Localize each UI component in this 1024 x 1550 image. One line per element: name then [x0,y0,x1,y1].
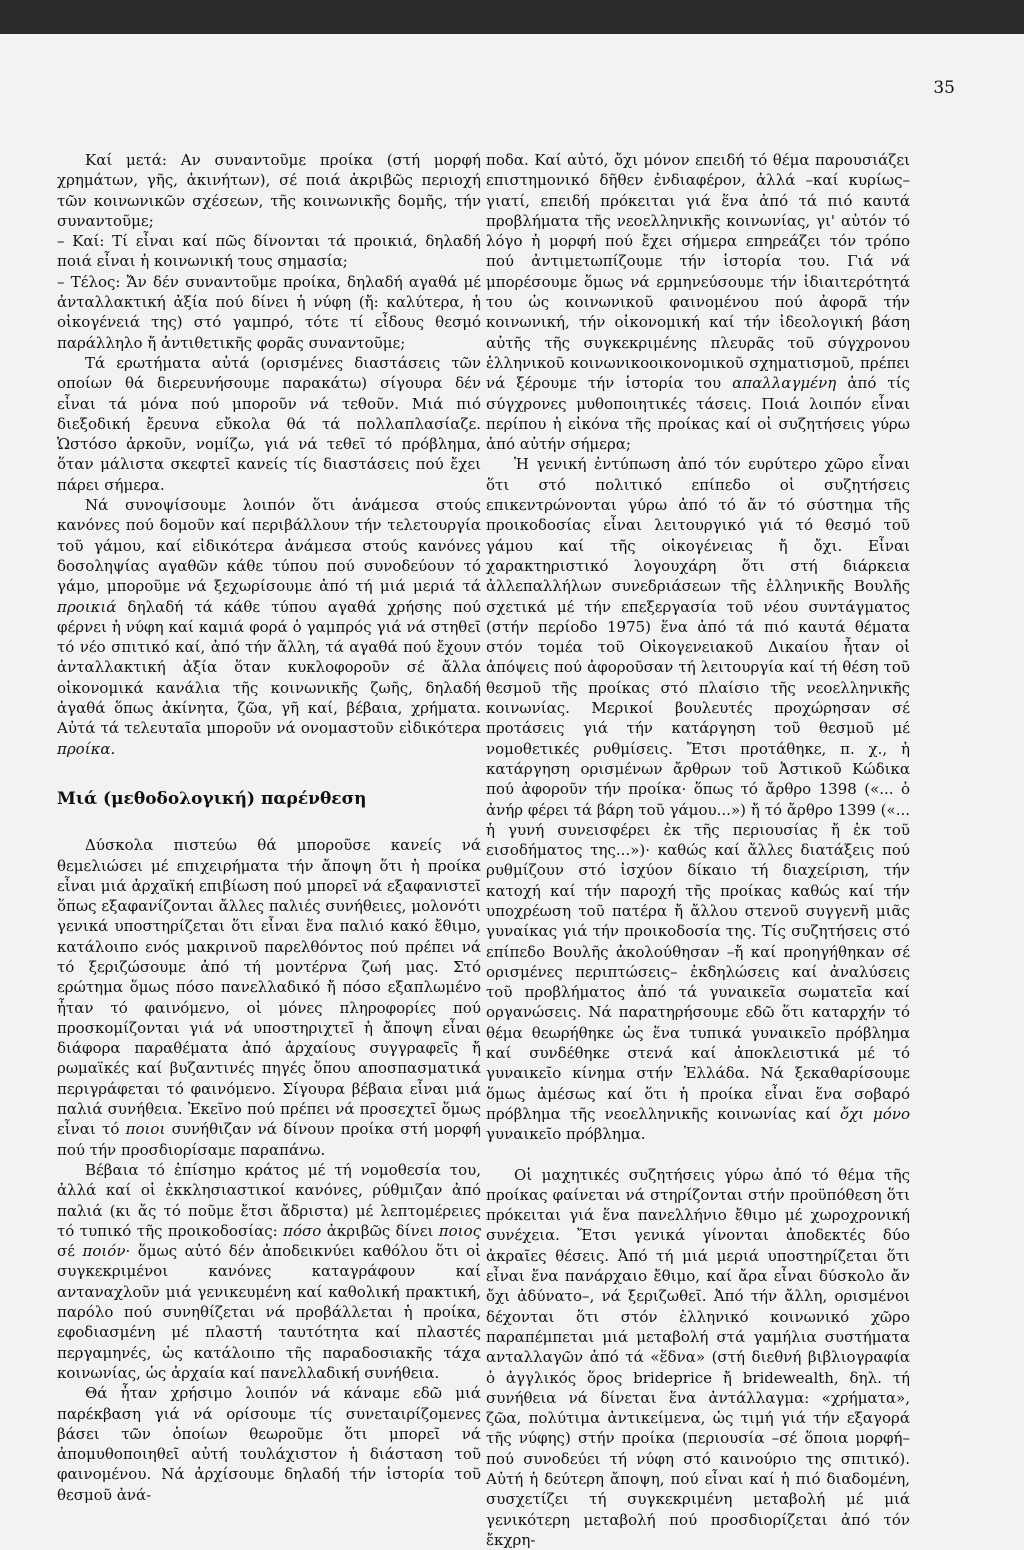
paragraph [57,495,481,759]
text-run: δηλαδή τά κάθε τύπου αγαθά χρήσης πού φέρνει ἡ νύφη καί καμιά φορά ὁ γαμπρός γιά νά στηθεῖ τό νέο σπιτικό καί, ἀπό τήν ἄλλη, τά αγαθά πού ἔχουν ἀνταλλακτική ἀξία ὅταν κυκλοφοροῦν σέ ἄλλα οἰκονομικά κανάλια τῆς κοινωνικῆς ζωῆς, δηλαδή ἀγαθά ὅπως ἀκίνητα, ζῶα, γῆ καί, βέβαια, χρήματα. Αὐτά τά τελευταῖα μποροῦν νά ονομαστοῦν εἰδικότερα [57,597,481,738]
emphasis: ποιος [438,1221,481,1240]
emphasis: απαλλαγμένη [732,374,837,393]
text-run: συνήθιζαν νά δίνουν προίκα στή μορφή πού τήν προσδιορίσαμε παραπάνω. [57,1120,481,1159]
emphasis: ὄχι μόνο [839,1104,910,1123]
emphasis: προίκα. [57,739,116,758]
paragraph [486,454,910,1144]
paragraph: Θά ἦταν χρήσιμο λοιπόν νά κάναμε εδῶ μιά παρέκβαση γιά νά ορίσουμε τίς συνεταιρίζομενες βάσει τῶν ὁποίων θεωροῦμε ὅτι μπορεῖ νά ἀπομυθοποιηθεῖ αὐτή τουλάχιστον ἡ διάσταση τοῦ φαινομένου. Νά ἀρχίσουμε δηλαδή τήν ἱστορία τοῦ θεσμοῦ ἀνά- [57,1384,481,1504]
text-run: σέ [57,1242,83,1261]
paragraph [486,150,910,454]
text-run: ποδα. Καί αὐτό, ὄχι μόνον επειδή τό θέμα παρουσιάζει επιστημονικό δῆθεν ἐνδιαφέρον, ἀλλά –καί κυρίως– γιατί, επειδή πρόκειται γιά ἕνα ἀπό τά πιό καυτά προβλήματα τῆς νεοελληνικῆς κοινωνίας, γι' αὐτόν τό λόγο ἡ μορφή πού ἔχει σήμερα επηρεάζει τόν τρόπο πού ἀντιμετωπίζουμε τήν ἱστορία του. Γιά νά μπορέσουμε ὅμως νά ερμηνεύσουμε τήν ἰδιαιτερότητά του ὡς κοινωνικοῦ φαινομένου πού ἀφορᾶ τήν κοινωνική, τήν οἰκονομική καί τήν ἰδεολογική βάση αὐτῆς τῆς συγκεκριμένης πλευρᾶς τοῦ σύγχρονου ἑλληνικοῦ κοινωνικοοικονομικοῦ σχηματισμοῦ, πρέπει νά ξέρουμε τήν ἱστορία του [486,151,910,393]
text-run: ἀκριβῶς δίνει [321,1221,439,1240]
right-column [486,150,910,1550]
text-run: Βέβαια τό ἐπίσημο κράτος μέ τή νομοθεσία του, ἀλλά καί οἱ ἐκκλησιαστικοί κανόνες, ρύθμιζαν ἀπό παλιά (κι ἄς τό ποῦμε ἔτσι ἄδριστα) μέ λεπτομέρειες τό τυπικό τῆς προικοδοσίας: [57,1160,481,1240]
text-run: ἀπό τίς σύγχρονες μυθοποιητικές τάσεις. Ποιά λοιπόν εἶναι περίπου ἡ εἰκόνα τῆς προίκας καί οἱ συζητήσεις γύρω ἀπό αὐτήν σήμερα; [486,374,910,454]
text-run: Δύσκολα πιστεύω θά μποροῦσε κανείς νά θεμελιώσει μέ επιχειρήματα τήν ἄποψη ὅτι ἡ προίκα εἶναι μιά ἀρχαϊκή επιβίωση πού μπορεῖ νά εξαφανιστεῖ ὅπως εξαφανίζονται ἄλλες παλιές συνήθειες, μολονότι γενικά υποστηρίζεται ὅτι εἶναι ἕνα παλιό κακό ἔθιμο, κατάλοιπο ενός μακρινοῦ παρελθόντος πού πρέπει νά τό ξεριζώσουμε ἀπό τή μοντέρνα ζωή μας. Στό ερώτημα ὅμως πόσο πανελλαδικό ἤ πόσο εξαπλωμένο ἦταν τό φαινόμενο, οἱ μόνες πληροφορίες πού προσκομίζονται γιά νά υποστηριχτεῖ ἡ ἄποψη εἶναι διάφορα παραθέματα ἀπό ἀρχαίους συγγραφεῖς ἤ ρωμαϊκές καί βυζαντινές πηγές ὅπου αποσπασματικά περιγράφεται τό φαινόμενο. Σίγουρα βέβαια εἶναι μιά παλιά συνήθεια. Ἐκεῖνο πού πρέπει νά προσεχτεῖ ὅμως εἶναι τό [57,836,481,1139]
paragraph: Τά ερωτήματα αὐτά (ορισμένες διαστάσεις τῶν οποίων θά διερευνήσουμε παρακάτω) σίγουρα δέν εἶναι τά μόνα πού μποροῦν νά τεθοῦν. Μιά πιό διεξοδική ἔρευνα εὔκολα θά τά πολλαπλασίαζε. Ὡστόσο ἀρκοῦν, νομίζω, γιά νά τεθεῖ τό πρόβλημα, ὅταν μάλιστα σκεφτεῖ κανείς τίς διαστάσεις πού ἔχει πάρει σήμερα. [57,353,481,494]
paragraph: Καί μετά: Αν συναντοῦμε προίκα (στή μορφή χρημάτων, γῆς, ἀκινήτων), σέ ποιά ἀκριβῶς περιοχή τῶν κοινωνικῶν σχέσεων, τῆς κοινωνικῆς δομῆς, τήν συναντοῦμε; [57,151,481,230]
left-column [57,150,481,1505]
paragraph: – Τέλος: Ἄν δέν συναντοῦμε προίκα, δηλαδή αγαθά μέ ἀνταλλακτική ἀξία πού δίνει ἡ νύφη (ἤ: καλύτερα, ἡ οἰκογένειά της) στό γαμπρό, τότε τί εἶδους θεσμό παράλληλο ἤ ἀντιθετικῆς φορᾶς συναντοῦμε; [57,272,481,352]
emphasis: ποιοι [125,1120,166,1139]
emphasis: ποιόν [82,1242,126,1261]
paragraph [57,835,481,1160]
text-run: Νά συνοψίσουμε λοιπόν ὅτι ἀνάμεσα στούς κανόνες πού δομοῦν καί περιβάλλουν τήν τελετουργία τοῦ γάμου, καί εἰδικότερα ἀνάμεσα στούς κανόνες δοσοληψίας αγαθῶν κάθε τύπου πού συνοδεύουν τό γάμο, μποροῦμε νά ξεχωρίσουμε ἀπό τή μιά μεριά τά [57,496,481,596]
scan-top-band [0,0,1024,34]
section-heading: Μιά (μεθοδολογική) παρένθεση [57,788,367,809]
paragraph [57,1160,481,1383]
text-run: Ἡ γενική ἐντύπωση ἀπό τόν ευρύτερο χῶρο εἶναι ὅτι στό πολιτικό επίπεδο οἱ συζητήσεις επικεντρώνονται γύρω ἀπό τό ἄν τό σύστημα τῆς προικοδοσίας εἶναι λειτουργικό γιά τό θεσμό τοῦ γάμου καί τῆς οἰκογένειας ἤ ὄχι. Εἶναι χαρακτηριστικό λογουχάρη ὅτι στή διάρκεια ἀλλεπαλλήλων συνεδριάσεων τῆς ἑλληνικῆς Βουλῆς σχετικά μέ τήν επεξεργασία τοῦ νέου συντάγματος (στήν περίοδο 1975) ἕνα ἀπό τά πιό καυτά θέματα στόν τομέα τοῦ Οἰκογενειακοῦ Δικαίου ἦταν οἱ ἀπόψεις πού ἀφοροῦσαν τή λειτουργία καί τή θέση τοῦ θεσμοῦ τῆς προίκας στό πλαίσιο τῆς νεοελληνικῆς κοινωνίας. Μερικοί βουλευτές προχώρησαν σέ προτάσεις γιά τήν κατάργηση τοῦ θεσμοῦ μέ νομοθετικές ρυθμίσεις. Ἔτσι προτάθηκε, π. χ., ἡ κατάργηση ορισμένων ἄρθρων τοῦ Ἀστικοῦ Κώδικα πού ἀφοροῦν τήν προίκα· ὅπως τό ἄρθρο 1398 («... ὁ ἀνήρ φέρει τά βάρη τοῦ γάμου...») ἤ τό ἄρθρο 1399 («... ἡ γυνή συνεισφέρει ἐκ τῆς περιουσίας ἤ ἐκ τοῦ εισοδήματος της...»)· καθώς καί ἄλλες διατάξεις πού ρυθμίζουν στό ἰσχύον δίκαιο τή διαχείριση, τήν κατοχή καί τήν παροχή τῆς προίκας καθώς καί τήν υποχρέωση τοῦ πατέρα ἤ ἄλλου στενοῦ συγγενῆ μιᾶς γυναίκας γιά τήν προικοδοσία της. Τίς συζητήσεις στό επίπεδο Βουλῆς ἀκολούθησαν –ἤ καί προηγήθηκαν σέ ορισμένες περιπτώσεις– ἐκδηλώσεις καί ἀναλύσεις τοῦ προβλήματος ἀπό τά γυναικεῖα σωματεῖα καί οργανώσεις. Νά παρατηρήσουμε εδῶ ὅτι καταρχήν τό θέμα θεωρήθηκε ὡς ἕνα τυπικά γυναικεῖο πρόβλημα καί συνδέθηκε στενά καί ἀποκλειστικά μέ τό γυναικεῖο κίνημα στήν Ἑλλάδα. Νά ξεκαθαρίσουμε ὅμως ἀμέσως καί ὅτι ἡ προίκα εἶναι ἕνα σοβαρό πρόβλημα τῆς νεοελληνικῆς κοινωνίας καί [486,455,910,1123]
emphasis: πόσο [283,1221,322,1240]
emphasis: προικιά [57,597,117,616]
page-number: 35 [933,78,955,98]
paragraph: – Καί: Τί εἶναι καί πῶς δίνονται τά προικιά, δηλαδή ποιά εἶναι ἡ κοινωνική τους σημασία; [57,232,481,271]
paragraph: Οἱ μαχητικές συζητήσεις γύρω ἀπό τό θέμα τῆς προίκας φαίνεται νά στηρίζονται στήν προϋπόθεση ὅτι πρόκειται γιά ἕνα πανελλήνιο ἔθιμο μέ χωροχρονική συνέχεια. Ἔτσι γενικά γίνονται ἀποδεκτές δύο ἀκραῖες θέσεις. Ἀπό τή μιά μεριά υποστηρίζεται ὅτι εἶναι ἕνα πανάρχαιο ἔθιμο, καί ἄρα εἶναι δύσκολο ἄν ὄχι ἀδύνατο–, νά ξεριζωθεῖ. Ἀπό τήν ἄλλη, ορισμένοι δέχονται ὅτι στόν ἑλληνικό κοινωνικό χῶρο παραπέμπεται μιά μεταβολή στά γαμήλια συστήματα ανταλλαγῶν ἀπό τά «ἕδνα» (στή διεθνή βιβλιογραφία ὁ ἀγγλικός ὅρος brideprice ἤ bridewealth, δηλ. τή συνήθεια νά δίνεται ἕνα ἀντάλλαγμα: «χρήματα», ζῶα, πολύτιμα ἀντικείμενα, ὡς τιμή γιά τήν εξαγορά τῆς νύφης) στήν προίκα (περιουσία –σέ ὅποια μορφή– πού συνοδεύει τή νύφη στό καινούριο της σπιτικό). Αὐτή ἡ δεύτερη ἄποψη, πού εἶναι καί ἡ πιό διαδομένη, συσχετίζει τή συγκεκριμένη μεταβολή μέ μιά γενικότερη μεταβολή πού προσδιορίζεται ἀπό τόν ἔκχρη- [486,1165,910,1549]
text-run: · ὅμως αὐτό δέν ἀποδεικνύει καθόλου ὅτι οἱ συγκεκριμένοι κανόνες καταγράφουν καί ανταναχλοῦν μιά γενικευμένη καί καθολική πρακτική, παρόλο πού συνηθίζεται νά προβάλλεται ἡ προίκα, εφοδιασμένη μέ πλαστή ταυτότητα καί πλαστές περγαμηνές, ὡς κατάλοιπο τῆς παραδοσιακῆς τάχα κοινωνίας, ὡς ἀρχαία καί πανελλαδική συνήθεια. [57,1242,481,1382]
text-run: γυναικεῖο πρόβλημα. [486,1125,646,1144]
